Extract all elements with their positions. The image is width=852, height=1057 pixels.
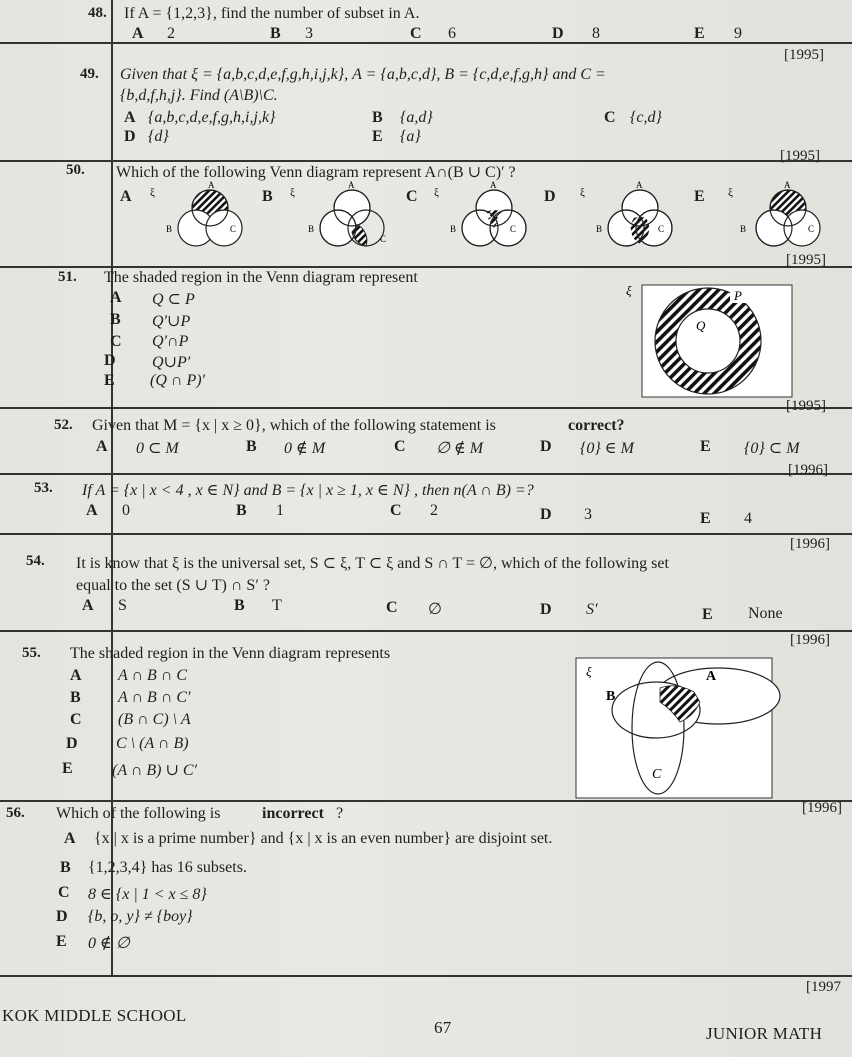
option-value: Q′∩P	[152, 333, 189, 350]
divider-56	[0, 975, 852, 977]
label-c: C	[380, 234, 387, 244]
label-a: A	[348, 180, 355, 190]
option-letter: E	[62, 760, 73, 777]
label-p: P	[734, 288, 742, 303]
option-value: 2	[430, 502, 438, 519]
question-number: 56.	[6, 805, 25, 821]
option-letter: B	[70, 689, 81, 706]
option-value: 0 ∉ M	[284, 440, 326, 457]
venn-option-c	[424, 182, 544, 248]
divider-55	[0, 800, 852, 802]
question-number: 51.	[58, 269, 77, 285]
option-value: 0 ⊂ M	[136, 440, 179, 457]
option-value: 2	[167, 25, 175, 42]
option-letter: E	[700, 510, 711, 527]
trailing-year-tag: [1997	[806, 979, 841, 995]
option-letter: A	[86, 502, 98, 519]
option-letter: C	[410, 25, 422, 42]
option-value: {a,d}	[400, 109, 433, 126]
option-letter: A	[132, 25, 144, 42]
option-letter: C	[386, 599, 398, 616]
label-c: C	[510, 224, 517, 234]
option-letter: D	[56, 908, 68, 925]
question-text-emphasis: correct?	[568, 417, 625, 434]
question-text-emphasis: incorrect	[262, 805, 324, 822]
option-value: 0 ∉ ∅	[88, 935, 130, 952]
option-letter: E	[702, 606, 713, 623]
option-letter: A	[96, 438, 108, 455]
option-letter: B	[262, 188, 273, 205]
question-text: The shaded region in the Venn diagram represent	[104, 269, 418, 286]
option-letter: D	[104, 352, 116, 369]
option-letter: B	[236, 502, 247, 519]
year-tag: [1995]	[786, 398, 826, 414]
universe-label: ξ	[290, 187, 295, 199]
label-c: C	[808, 224, 815, 234]
label-a: A	[706, 669, 717, 684]
universe-label: ξ	[626, 283, 632, 298]
option-value: {0} ∈ M	[580, 440, 634, 457]
question-text: Which of the following Venn diagram represent A∩(B ∪ C)′ ?	[116, 164, 516, 181]
option-letter: C	[394, 438, 406, 455]
venn-option-b	[282, 182, 402, 248]
option-value: A ∩ B ∩ C′	[118, 689, 191, 706]
footer-subject: JUNIOR MATH	[706, 1024, 823, 1043]
option-value: Q′∪P	[152, 313, 191, 330]
venn-diagram-51	[626, 281, 796, 401]
option-letter: B	[110, 311, 121, 328]
option-value: {a}	[400, 128, 421, 145]
option-value: (Q ∩ P)′	[150, 372, 206, 389]
option-letter: C	[110, 333, 122, 350]
label-c: C	[658, 224, 665, 234]
question-number: 52.	[54, 417, 73, 433]
option-letter: D	[540, 506, 552, 523]
option-letter: E	[56, 933, 67, 950]
option-letter: B	[60, 859, 71, 876]
option-letter: B	[270, 25, 281, 42]
year-tag: [1996]	[790, 536, 830, 552]
divider-54	[0, 630, 852, 632]
option-letter: A	[124, 109, 136, 126]
divider-52	[0, 473, 852, 475]
option-letter: E	[694, 25, 705, 42]
divider-53	[0, 533, 852, 535]
universe-label: ξ	[728, 187, 733, 199]
option-letter: B	[372, 109, 383, 126]
option-value: 0	[122, 502, 130, 519]
universe-label: ξ	[150, 187, 155, 199]
option-letter: E	[700, 438, 711, 455]
year-tag: [1995]	[784, 47, 824, 63]
option-letter: A	[64, 830, 76, 847]
option-letter: D	[552, 25, 564, 42]
option-letter: C	[58, 884, 70, 901]
question-text: If A = {1,2,3}, find the number of subset in A.	[124, 5, 420, 22]
option-letter: E	[104, 372, 115, 389]
option-value: ∅ ∉ M	[436, 440, 484, 457]
label-a: A	[208, 180, 215, 190]
universe-label: ξ	[580, 187, 585, 199]
option-letter: A	[82, 597, 94, 614]
question-number: 55.	[22, 645, 41, 661]
option-value: 9	[734, 25, 742, 42]
option-letter: C	[406, 188, 418, 205]
option-value: Q∪P′	[152, 354, 191, 371]
year-tag: [1996]	[790, 632, 830, 648]
option-letter: B	[246, 438, 257, 455]
option-value: ∅	[428, 601, 442, 618]
label-b: B	[166, 224, 173, 234]
option-value: 4	[744, 510, 752, 527]
option-value: (B ∩ C) \ A	[118, 711, 191, 728]
option-value: S′	[586, 601, 598, 618]
option-value: {d}	[148, 128, 169, 145]
option-value: {x | x is a prime number} and {x | x is an even number} are disjoint set.	[94, 830, 553, 847]
option-letter: E	[694, 188, 705, 205]
universe-label: ξ	[586, 664, 592, 679]
option-value: {1,2,3,4} has 16 subsets.	[88, 859, 247, 876]
question-number: 48.	[88, 5, 107, 21]
option-value: 3	[584, 506, 592, 523]
option-value: C \ (A ∩ B)	[116, 735, 189, 752]
divider-50	[0, 266, 852, 268]
venn-option-d	[570, 182, 690, 248]
question-number: 50.	[66, 162, 85, 178]
question-text-line1: It is know that ξ is the universal set, S ⊂ ξ, T ⊂ ξ and S ∩ T = ∅, which of the following set	[76, 555, 669, 572]
option-letter: D	[540, 438, 552, 455]
option-letter: D	[124, 128, 136, 145]
universe-label: ξ	[434, 187, 439, 199]
option-value: S	[118, 597, 127, 614]
question-text: If A = {x | x < 4 , x ∈ N} and B = {x | x ≥ 1, x ∈ N} , then n(A ∩ B) =?	[82, 482, 534, 499]
label-b: B	[740, 224, 747, 234]
label-b: B	[308, 224, 315, 234]
label-a: A	[490, 180, 497, 190]
label-q: Q	[696, 318, 706, 333]
option-value: 8	[592, 25, 600, 42]
divider-51	[0, 407, 852, 409]
footer-page-number: 67	[434, 1018, 452, 1037]
venn-option-a	[138, 182, 258, 248]
option-letter: B	[234, 597, 245, 614]
label-b: B	[596, 224, 603, 234]
venn-option-e	[718, 182, 838, 248]
option-value: {b, o, y} ≠ {boy}	[88, 908, 193, 925]
option-letter: D	[544, 188, 556, 205]
option-value: A ∩ B ∩ C	[118, 667, 188, 684]
question-text-prefix: Given that M = {x | x ≥ 0}, which of the following statement is	[92, 417, 496, 434]
option-value: Q ⊂ P	[152, 291, 195, 308]
option-letter: E	[372, 128, 383, 145]
option-letter: D	[540, 601, 552, 618]
question-text-line2: {b,d,f,h,j}. Find (A\B)\C.	[120, 87, 278, 104]
option-value: {a,b,c,d,e,f,g,h,i,j,k}	[148, 109, 276, 126]
question-text-line2: equal to the set (S ∪ T) ∩ S′ ?	[76, 577, 270, 594]
footer-school: KOK MIDDLE SCHOOL	[2, 1006, 187, 1025]
option-value: 3	[305, 25, 313, 42]
venn-diagram-55	[576, 658, 772, 798]
year-tag: [1995]	[780, 148, 820, 164]
year-tag: [1995]	[786, 252, 826, 268]
year-tag: [1996]	[788, 462, 828, 478]
label-a: A	[636, 180, 643, 190]
option-value: 6	[448, 25, 456, 42]
option-letter: D	[66, 735, 78, 752]
option-letter: C	[70, 711, 82, 728]
option-value: 8 ∈ {x | 1 < x ≤ 8}	[88, 886, 207, 903]
label-c: C	[230, 224, 237, 234]
question-text: The shaded region in the Venn diagram represents	[70, 645, 391, 662]
label-b: B	[606, 689, 616, 704]
option-value: {0} ⊂ M	[744, 440, 800, 457]
question-number: 54.	[26, 553, 45, 569]
option-value: None	[748, 605, 783, 622]
option-letter: A	[110, 289, 122, 306]
label-c: C	[652, 767, 662, 782]
option-value: {c,d}	[630, 109, 662, 126]
circle-q	[676, 309, 740, 373]
option-letter: C	[604, 109, 616, 126]
label-a: A	[784, 180, 791, 190]
question-text-prefix: Which of the following is	[56, 805, 221, 822]
question-number: 53.	[34, 480, 53, 496]
circle-c	[206, 210, 242, 246]
year-tag: [1996]	[802, 800, 842, 816]
question-text-suffix: ?	[336, 805, 344, 822]
question-text-line1: Given that ξ = {a,b,c,d,e,f,g,h,i,j,k}, A = {a,b,c,d}, B = {c,d,e,f,g,h} and C =	[120, 66, 606, 83]
option-value: T	[272, 597, 282, 614]
option-letter: A	[120, 188, 132, 205]
option-value: 1	[276, 502, 284, 519]
option-value: (A ∩ B) ∪ C′	[112, 762, 198, 779]
option-letter: C	[390, 502, 402, 519]
label-b: B	[450, 224, 457, 234]
option-letter: A	[70, 667, 82, 684]
question-number: 49.	[80, 66, 99, 82]
divider-48	[0, 42, 852, 44]
